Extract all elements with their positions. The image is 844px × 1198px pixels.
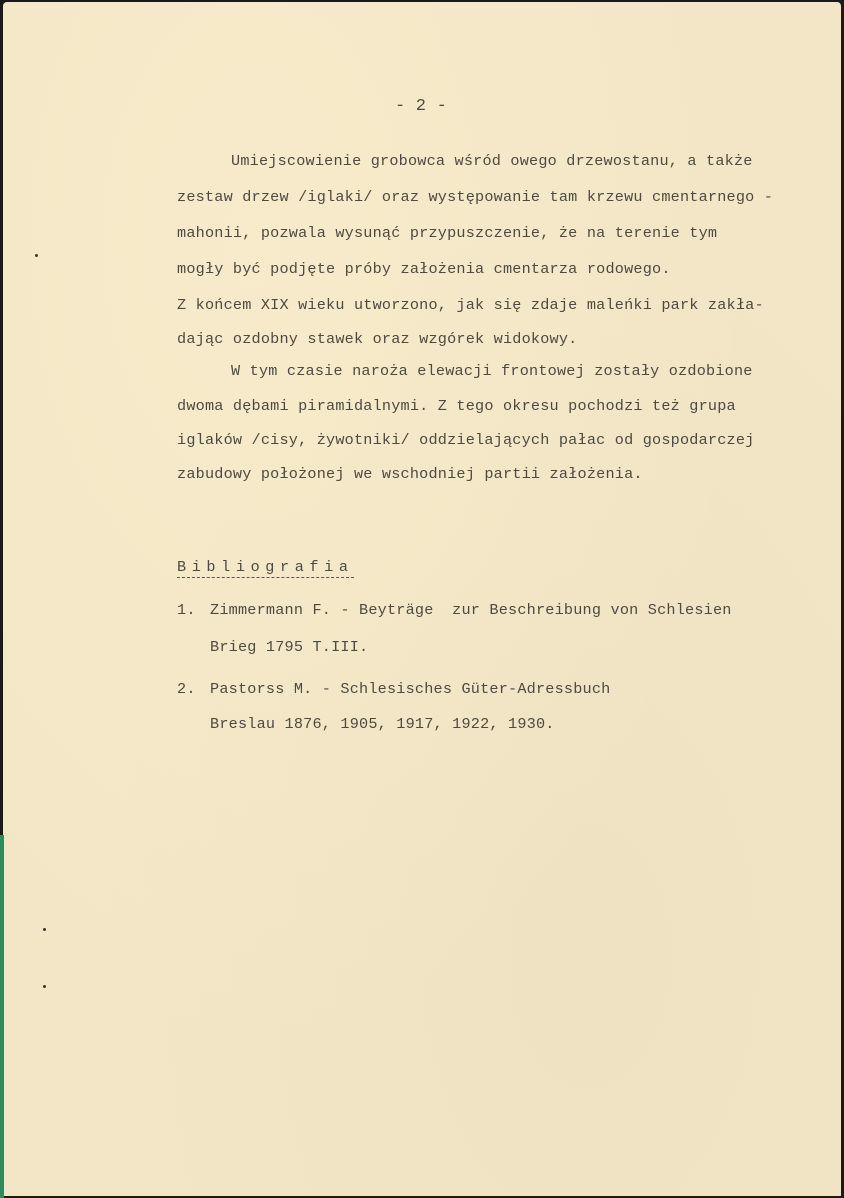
paper-speck — [43, 985, 46, 988]
text-line: dwoma dębami piramidalnymi. Z tego okresu pochodzi też grupa — [177, 397, 736, 415]
entry-line: Zimmermann F. - Beyträge zur Beschreibung von Schlesien — [210, 601, 732, 619]
text-line: Umiejscowienie grobowca wśród owego drzewostanu, a także — [231, 152, 753, 170]
page-number: - 2 - — [395, 97, 448, 116]
text-line: zabudowy położonej we wschodniej partii założenia. — [177, 465, 643, 483]
text-line: mahonii, pozwala wysunąć przypuszczenie, że na terenie tym — [177, 224, 718, 242]
text-line: zestaw drzew /iglaki/ oraz występowanie tam krzewu cmentarnego - — [177, 188, 774, 206]
bibliography-heading: Bibliografia — [177, 558, 354, 576]
entry-line: Breslau 1876, 1905, 1917, 1922, 1930. — [210, 715, 555, 733]
paper-speck — [35, 254, 38, 257]
entry-line: Pastorss M. - Schlesisches Güter-Adressbuch — [210, 680, 611, 698]
text-line: mogły być podjęte próby założenia cmentarza rodowego. — [177, 260, 671, 278]
text-line: W tym czasie naroża elewacji frontowej zostały ozdobione — [231, 362, 753, 380]
entry-number: 1. — [177, 601, 196, 619]
text-line: dając ozdobny stawek oraz wzgórek widokowy. — [177, 330, 578, 348]
text-line: Z końcem XIX wieku utworzono, jak się zdaje maleńki park zakła- — [177, 296, 764, 314]
entry-line: Brieg 1795 T.III. — [210, 638, 369, 656]
text-line: iglaków /cisy, żywotniki/ oddzielających pałac od gospodarczej — [177, 431, 755, 449]
paper-speck — [43, 928, 46, 931]
document-page — [3, 2, 841, 1196]
entry-number: 2. — [177, 680, 196, 698]
scan-edge — [0, 835, 4, 1198]
